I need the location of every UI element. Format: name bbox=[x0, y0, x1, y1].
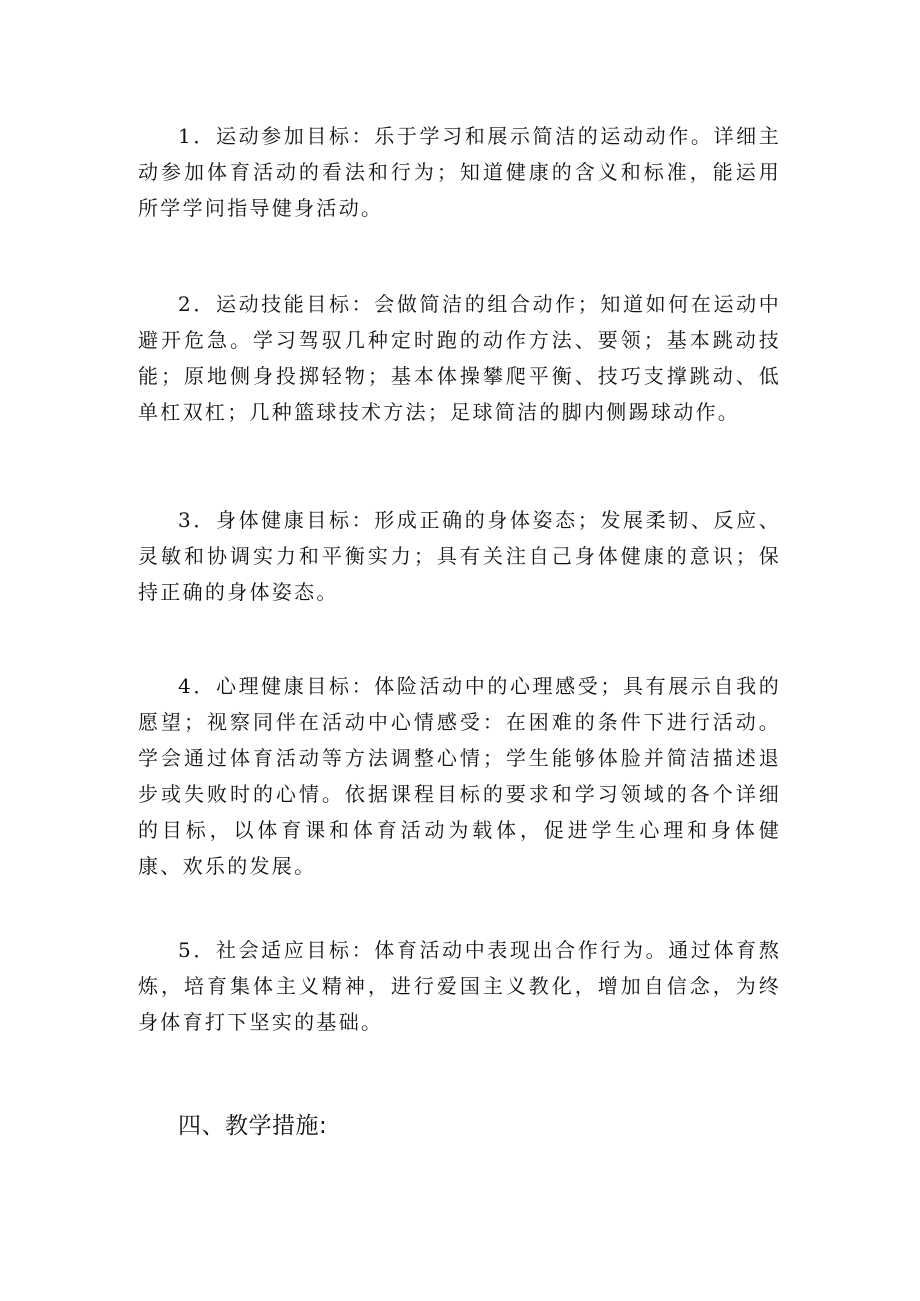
section-heading: 四、教学措施: bbox=[178, 1113, 328, 1139]
paragraph-sport-participation-goal: 1．运动参加目标：乐于学习和展示简洁的运动动作。详细主动参加体育活动的看法和行为；知道健康的含义和标准，能运用所学学问指导健身活动。 bbox=[138, 124, 781, 220]
paragraph-sport-skill-goal: 2．运动技能目标：会做简洁的组合动作；知道如何在运动中避开危急。学习驾驭几种定时跑的动作方法、要领；基本跳动技能；原地侧身投掷轻物；基本体操攀爬平衡、技巧支撑跳动、低单杠双杠；几种篮球技术方法；足球简洁的脚内侧踢球动作。 bbox=[138, 292, 781, 424]
paragraph-physical-health-goal: 3．身体健康目标：形成正确的身体姿态；发展柔韧、反应、灵敏和协调实力和平衡实力；具有关注自己身体健康的意识；保持正确的身体姿态。 bbox=[138, 508, 781, 604]
paragraph-mental-health-goal: 4．心理健康目标：体险活动中的心理感受；具有展示自我的愿望；视察同伴在活动中心情感受：在困难的条件下进行活动。学会通过体育活动等方法调整心情；学生能够体脸并简洁描述退步或失败时的心情。依据课程目标的要求和学习领域的各个详细的目标，以体育课和体育活动为载体，促进学生心理和身体健康、欢乐的发展。 bbox=[138, 674, 781, 878]
paragraph-social-adaptation-goal: 5．社会适应目标：体育活动中表现出合作行为。通过体育熬炼，培育集体主义精神，进行爱国主义教化，增加自信念，为终身体育打下坚实的基础。 bbox=[138, 938, 781, 1034]
